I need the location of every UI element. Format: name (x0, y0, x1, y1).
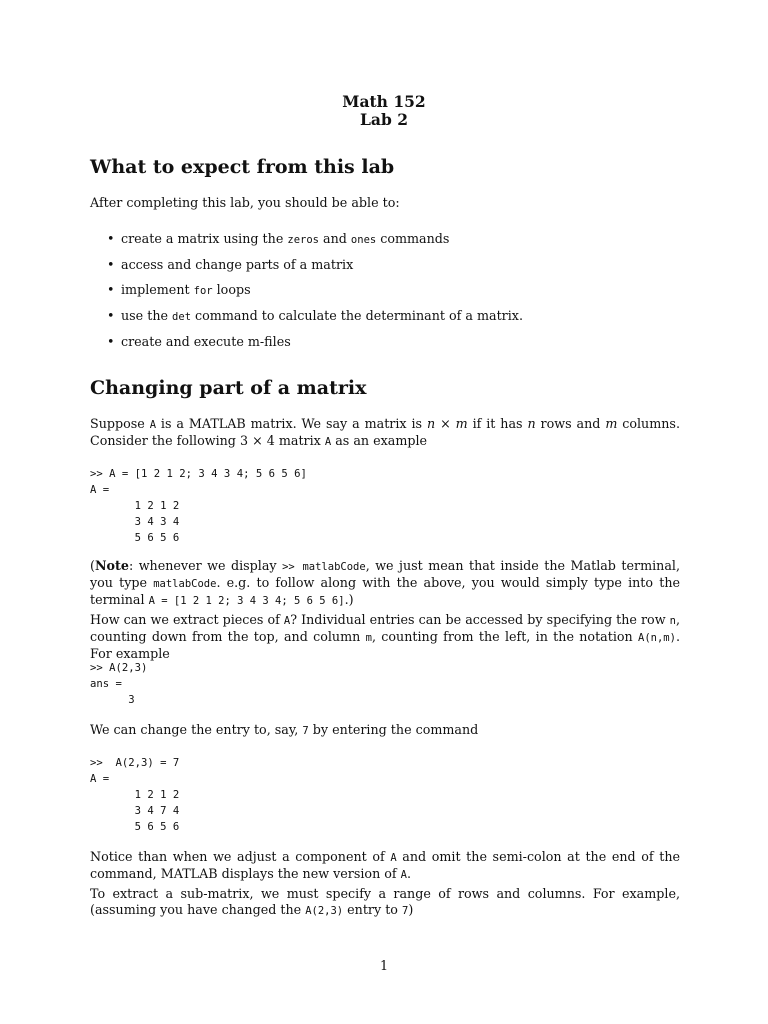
section-heading-changing: Changing part of a matrix (90, 377, 367, 399)
list-item: • implement for loops (107, 282, 251, 297)
list-item: • use the det command to calculate the determinant of a matrix. (107, 308, 523, 323)
code-block-access: >> A(2,3) ans = 3 (90, 662, 148, 706)
page-number: 1 (379, 958, 389, 973)
list-item: • create a matrix using the zeros and ones commands (107, 231, 450, 246)
paragraph-change-entry: We can change the entry to, say, 7 by entering the command (90, 722, 479, 737)
section-heading-expect: What to expect from this lab (90, 156, 395, 178)
paragraph-notice: Notice than when we adjust a component of A and omit the semi-colon at the end of the command, MATLAB displays the new version of A. (90, 849, 680, 881)
intro-paragraph: After completing this lab, you should be able to: (90, 195, 400, 210)
course-title: Math 152 (342, 92, 426, 111)
code-block-assign: >> A(2,3) = 7 A = 1 2 1 2 3 4 7 4 5 6 5 6 (90, 757, 180, 833)
code-block-matrix: >> A = [1 2 1 2; 3 4 3 4; 5 6 5 6] A = 1 2 1 2 3 4 3 4 5 6 5 6 (90, 468, 307, 544)
bullet-icon: • (107, 308, 115, 323)
list-item: • access and change parts of a matrix (107, 257, 354, 272)
note-paragraph: (Note: whenever we display >> matlabCode, we just mean that inside the Matlab terminal, you type matlabCode. e.g. to follow along with the above, you would simply type into the terminal A = [1 2 1 2; 3 4 3 4; 5 6 5 6].) (90, 558, 680, 607)
bullet-icon: • (107, 257, 115, 272)
paragraph-extract: How can we extract pieces of A? Individual entries can be accessed by specifying the row n, counting down from the top, and column m, counting from the left, in the notation A(n,m). For example (90, 612, 680, 661)
bullet-icon: • (107, 334, 115, 349)
bullet-icon: • (107, 231, 115, 246)
paragraph-submatrix: To extract a sub-matrix, we must specify a range of rows and columns. For example, (assuming you have changed the A(2,3) entry to 7) (90, 886, 680, 917)
paragraph-suppose: Suppose A is a MATLAB matrix. We say a matrix is n × m if it has n rows and m columns. Consider the following 3 × 4 matrix A as an example (90, 416, 680, 448)
bullet-icon: • (107, 282, 115, 297)
lab-title: Lab 2 (360, 110, 408, 129)
list-item: • create and execute m-files (107, 334, 291, 349)
